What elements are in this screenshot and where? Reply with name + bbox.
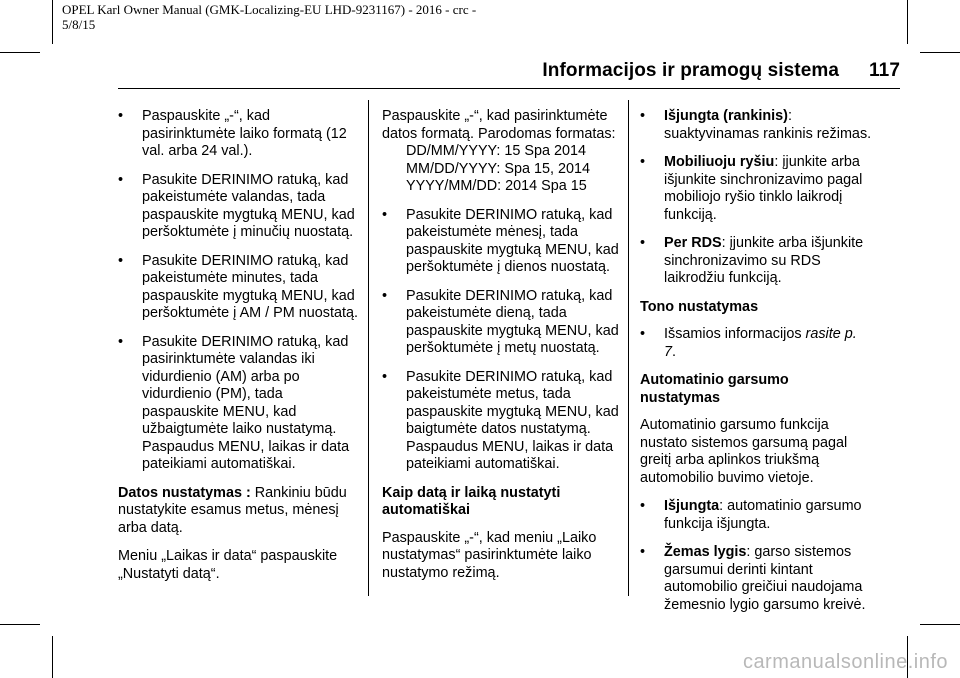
list-item [118, 172, 362, 242]
page-header [542, 60, 900, 82]
bullet: • [382, 287, 388, 304]
option-label: Išjungta (rankinis) [664, 108, 788, 124]
bullet: • [118, 333, 124, 350]
bullet: • [118, 171, 124, 188]
column-1 [118, 108, 362, 594]
list-item [382, 369, 620, 474]
paragraph-text: Rankiniu būdu nustatykite esamus metus, mėnesį arba datą. [118, 484, 347, 536]
bullet: • [640, 235, 646, 251]
subheading: Automatinio garsumo nustatymas [640, 372, 789, 406]
bullet: • [640, 326, 646, 342]
list-item-text: Išsamios informacijos [664, 326, 806, 342]
paragraph: Paspauskite „-“, kad meniu „Laiko nustatymas“ pasirinktumėte laiko nustatymo režimą. [382, 529, 597, 581]
metadata-date: 5/8/15 [62, 17, 96, 32]
list-item-text: Pasukite DERINIMO ratuką, kad pasirinktumėte valandas iki vidurdienio (AM) arba po vidurdienio (PM), tada paspauskite MENU, kad užbaigtumėte laiko nustatymą. Paspaudus MENU, laikas ir data pateikiami automatiškai. [142, 333, 350, 472]
list-item-text: : įjunkite arba išjunkite sinchronizavimo su RDS laikrodžiu funkciją. [664, 235, 864, 286]
crop-mark [920, 52, 960, 53]
list-item [640, 544, 872, 614]
list-item-text: Pasukite DERINIMO ratuką, kad pakeistumėte minutes, tada paspauskite mygtuką MENU, kad peršoktumėte į AM / PM nuostatą. [142, 252, 358, 321]
bullet: • [118, 108, 124, 124]
list-item-text: Pasukite DERINIMO ratuką, kad pakeistumėte metus, tada paspauskite mygtuką MENU, kad baigtumėte datos nustatymą. Paspaudus MENU, laikas ir data pateikiami automatiškai. [406, 368, 619, 472]
crop-mark [920, 624, 960, 625]
paragraph: Meniu „Laikas ir data“ paspauskite „Nustatyti datą“. [118, 548, 338, 582]
crop-mark [52, 636, 53, 678]
list-item-text: . [672, 343, 677, 360]
paragraph [118, 485, 362, 538]
list-item-text: : automatinio garsumo funkcija išjungta. [664, 498, 862, 532]
subheading: Kaip datą ir laiką nustatyti automatiškai [382, 484, 561, 518]
page-number: 117 [869, 60, 900, 81]
crop-mark [907, 0, 908, 44]
metadata-line: OPEL Karl Owner Manual (GMK-Localizing-EU LHD-9231167) - 2016 - crc - [62, 2, 477, 17]
paragraph: Automatinio garsumo funkcija nustato sistemos garsumą pagal greitį arba aplinkos triukšmą automobilio buvimo vietoje. [640, 417, 848, 486]
crop-mark [52, 0, 53, 44]
header-rule [118, 88, 900, 89]
list-item [640, 235, 872, 288]
list-item-text: Pasukite DERINIMO ratuką, kad pakeistumėte valandas, tada paspauskite mygtuką MENU, kad peršoktumėte į minučių nuostatą. [142, 171, 355, 240]
crop-mark [0, 624, 40, 625]
paragraph-text: Paspauskite „-“, kad pasirinktumėte datos formatą. Parodomas formatas: [382, 108, 616, 142]
inline-heading: Datos nustatymas : [118, 484, 251, 501]
crop-mark [0, 52, 40, 53]
list-item-text: : garso sistemos garsumui derinti kintant automobilio greičiui naudojama žemesnio lygio garsumo kreivė. [664, 544, 866, 613]
list-item [118, 253, 362, 323]
watermark: carmanualsonline.info [742, 651, 948, 673]
list-item [640, 154, 872, 224]
list-item-text: Pasukite DERINIMO ratuką, kad pakeistumėte mėnesį, tada paspauskite mygtuką MENU, kad peršoktumėte į dienos nuostatą. [406, 206, 619, 275]
list-item-text: : suaktyvinamas rankinis režimas. [664, 108, 872, 142]
print-metadata [62, 2, 502, 32]
subheading: Tono nustatymas [640, 298, 759, 315]
list-item-text: Paspauskite „-“, kad pasirinktumėte laiko formatą (12 val. arba 24 val.). [142, 108, 347, 159]
option-label: Per RDS [664, 235, 722, 251]
bullet: • [640, 154, 646, 170]
format-option: YYYY/MM/DD: 2014 Spa 15 [406, 178, 587, 194]
option-label: Žemas lygis [664, 544, 747, 560]
list-item [118, 334, 362, 474]
list-item [640, 498, 872, 533]
column-divider [368, 100, 369, 596]
list-item-text: : įjunkite arba išjunkite sinchronizavimo pagal mobiliojo ryšio tinklo laikrodį funkciją. [664, 154, 863, 223]
list-item [382, 288, 620, 358]
page-reference-link[interactable]: rasite p. 7 [664, 326, 857, 360]
bullet: • [640, 108, 646, 124]
format-option: DD/MM/YYYY: 15 Spa 2014 [406, 143, 586, 159]
list-item [382, 207, 620, 277]
bullet: • [640, 544, 646, 560]
list-item-text: Pasukite DERINIMO ratuką, kad pakeistumėte dieną, tada paspauskite mygtuką MENU, kad peršoktumėte į metų nuostatą. [406, 287, 619, 356]
option-label: Išjungta [664, 498, 720, 514]
column-divider [628, 100, 629, 596]
column-2 [382, 108, 620, 593]
section-title: Informacijos ir pramogų sistema [542, 60, 840, 81]
bullet: • [382, 368, 388, 385]
option-label: Mobiliuoju ryšiu [664, 154, 775, 170]
date-format-block [382, 108, 620, 196]
bullet: • [118, 252, 124, 269]
bullet: • [640, 498, 646, 514]
bullet: • [382, 206, 388, 223]
list-item [640, 108, 872, 143]
column-3 [640, 108, 872, 625]
list-item [640, 326, 872, 361]
format-option: MM/DD/YYYY: Spa 15, 2014 [406, 160, 590, 177]
list-item [118, 108, 362, 161]
